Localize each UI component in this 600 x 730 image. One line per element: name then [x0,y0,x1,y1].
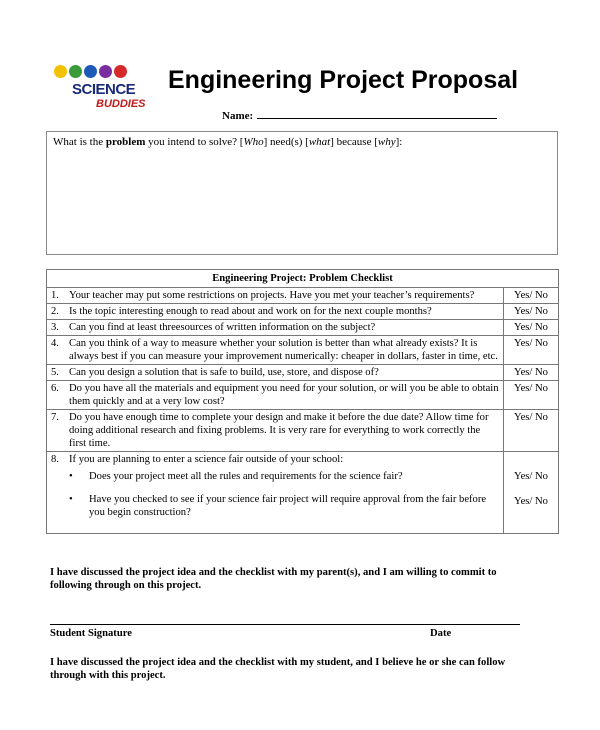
item-text: Can you design a solution that is safe to build, use, store, and dispose of? [69,367,379,378]
item-text: Can you find at least threesources of written information on the subject? [69,322,376,333]
list-item [69,470,499,483]
table-row [47,320,559,336]
problem-why: why [377,136,396,148]
date-label: Date [430,628,452,639]
name-label: Name: [222,110,254,122]
problem-post1: you intend to solve? [ [145,136,244,148]
name-underline[interactable] [257,108,497,119]
yes-no-answer[interactable]: Yes/ No [504,410,559,452]
item-text: Can you think of a way to measure whether your solution is better than what already exists? It is always best if you can measure your improvement numerically: cheaper in dollars, faster in time, etc. [69,338,498,362]
item-number: 2. [51,306,59,317]
yes-no-answer[interactable]: Yes/ No [514,496,548,507]
logo-circle-yellow [54,65,67,78]
logo-circle-red [114,65,127,78]
bullet-icon: • [69,471,73,482]
item-number: 4. [51,338,59,349]
item-text: Do you have enough time to complete your design and make it before the due date? Allow time for doing additional research and fixing problems. It is very rare for everything to work correctly the first time. [69,412,489,449]
table-row [47,365,559,381]
logo-line2: BUDDIES [96,98,146,110]
item-text: If you are planning to enter a science fair outside of your school: [69,454,344,465]
logo-circles [54,60,142,82]
name-field[interactable] [222,108,497,122]
logo-circle-purple [99,65,112,78]
item-number: 5. [51,367,59,378]
yes-no-answers-cell [504,452,559,534]
item-number: 8. [51,454,59,465]
problem-who: Who [243,136,264,148]
yes-no-answer[interactable]: Yes/ No [504,336,559,365]
item-number: 7. [51,412,59,423]
yes-no-answer[interactable]: Yes/ No [504,304,559,320]
table-row [47,304,559,320]
table-row [47,336,559,365]
table-row [47,410,559,452]
checklist-header: Engineering Project: Problem Checklist [47,270,559,288]
logo-line1: SCIENCE [72,81,136,98]
bullet-text: Have you checked to see if your science fair project will require approval from the fair before you begin construction? [89,494,487,518]
bullet-text: Does your project meet all the rules and requirements for the science fair? [89,471,403,482]
student-signature-label: Student Signature [50,628,132,639]
list-item [69,493,499,519]
item-number: 3. [51,322,59,333]
problem-what: what [308,136,331,148]
yes-no-answer[interactable]: Yes/ No [504,320,559,336]
item-text: Is the topic interesting enough to read about and work on for the next couple months? [69,306,432,317]
table-row [47,381,559,410]
problem-statement-box[interactable] [46,131,558,255]
signature-line[interactable] [50,624,520,625]
problem-bold: problem [105,136,146,148]
problem-checklist-table [46,269,559,534]
item-text: Your teacher may put some restrictions on projects. Have you met your teacher’s requirements? [69,290,475,301]
yes-no-answer[interactable]: Yes/ No [504,381,559,410]
problem-post2: ] need(s) [ [263,136,309,148]
problem-pre: What is the [53,136,106,148]
teacher-statement: I have discussed the project idea and the checklist with my student, and I believe he or she can follow through with this project. [50,657,506,681]
problem-post3: ] because [ [330,136,378,148]
item-number: 6. [51,383,59,394]
table-row [47,288,559,304]
table-row [47,452,559,534]
parent-statement: I have discussed the project idea and the checklist with my parent(s), and I am willing to commit to following through on this project. [50,567,497,591]
item-text: Do you have all the materials and equipment you need for your solution, or will you be able to obtain them quickly and at a very low cost? [69,383,499,407]
yes-no-answer[interactable]: Yes/ No [514,471,548,482]
yes-no-answer[interactable]: Yes/ No [504,365,559,381]
item-number: 1. [51,290,59,301]
logo-circle-green [69,65,82,78]
bullet-icon: • [69,494,73,505]
logo-circle-blue [84,65,97,78]
problem-post4: ]: [395,136,403,148]
science-buddies-logo [50,60,146,118]
yes-no-answer[interactable]: Yes/ No [504,288,559,304]
checklist-header-row [47,270,559,288]
page-title: Engineering Project Proposal [168,66,519,94]
